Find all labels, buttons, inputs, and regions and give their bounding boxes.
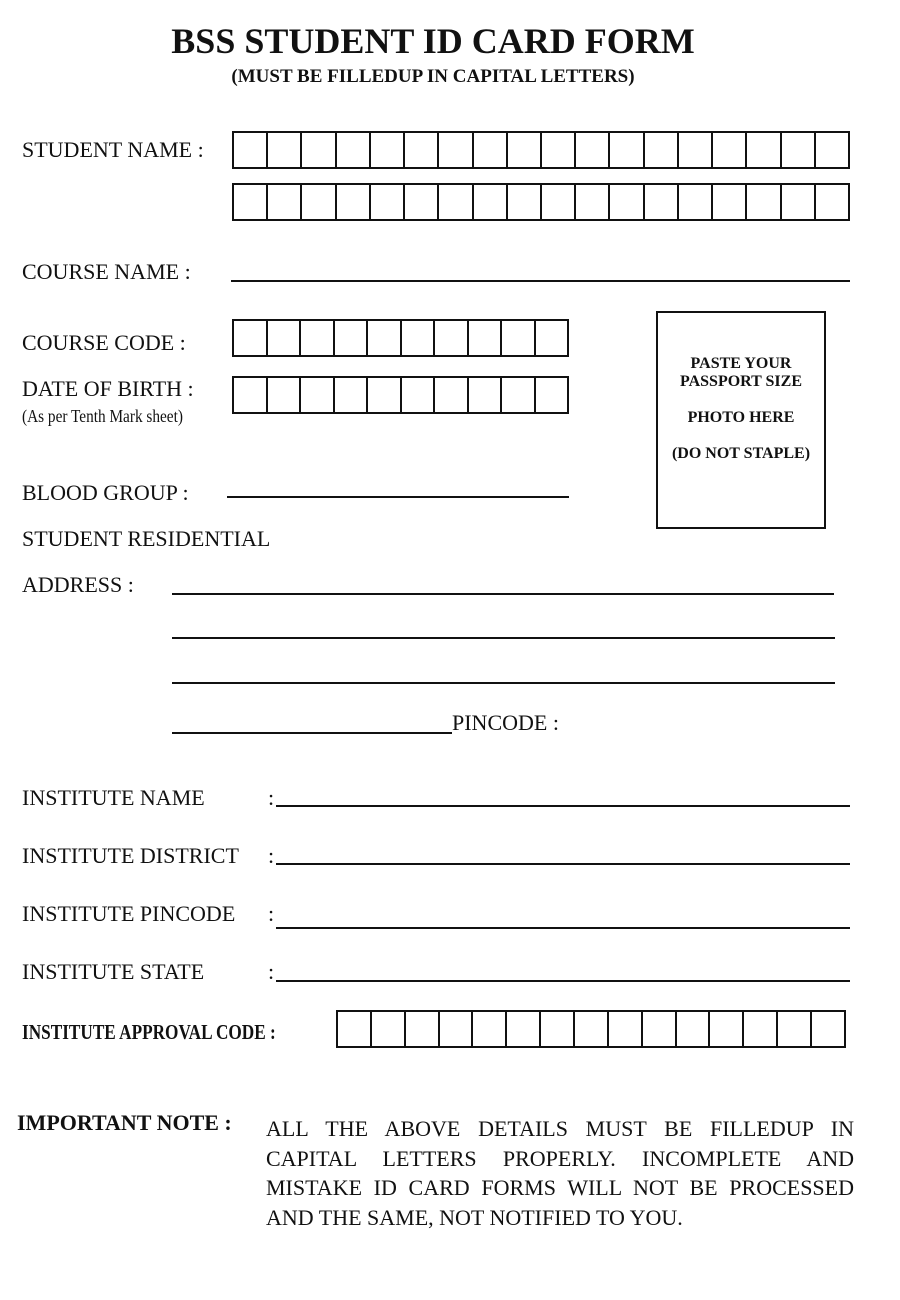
institute-pincode-label: INSTITUTE PINCODE [22,901,236,926]
character-box[interactable] [371,185,405,219]
important-note-text [266,1114,854,1232]
institute-state-line[interactable] [276,980,850,982]
student-name-boxes-row1[interactable] [232,131,850,169]
photo-text: (DO NOT STAPLE) [671,445,811,462]
character-box[interactable] [402,321,436,355]
address-line-2[interactable] [172,637,835,639]
character-box[interactable] [234,133,268,167]
character-box[interactable] [368,321,402,355]
dob-label: DATE OF BIRTH : [22,376,194,401]
note-line: ALL THE ABOVE DETAILS MUST BE FILLEDUP IN [266,1116,854,1141]
address-line-1[interactable] [172,593,834,595]
character-box[interactable] [474,133,508,167]
institute-pincode-line[interactable] [276,927,850,929]
character-box[interactable] [816,185,848,219]
character-box[interactable] [402,378,436,412]
character-box[interactable] [747,133,781,167]
character-box[interactable] [508,185,542,219]
character-box[interactable] [575,1012,609,1046]
character-box[interactable] [338,1012,372,1046]
character-box[interactable] [234,378,268,412]
colon: : [268,901,275,926]
institute-state-label: INSTITUTE STATE [22,959,205,984]
character-box[interactable] [502,321,536,355]
character-box[interactable] [440,1012,474,1046]
pincode-label: PINCODE : [452,710,559,735]
character-box[interactable] [406,1012,440,1046]
character-box[interactable] [268,321,302,355]
address-line-4[interactable] [172,732,452,734]
character-box[interactable] [576,133,610,167]
character-box[interactable] [782,185,816,219]
character-box[interactable] [301,378,335,412]
character-box[interactable] [645,133,679,167]
note-line: AND THE SAME, NOT NOTIFIED TO YOU. [266,1204,683,1230]
character-box[interactable] [812,1012,844,1046]
photo-box [656,311,826,529]
address-label-2: ADDRESS : [22,572,134,597]
character-box[interactable] [710,1012,744,1046]
blood-group-line[interactable] [227,496,569,498]
form-subtitle: (MUST BE FILLEDUP IN CAPITAL LETTERS) [231,66,635,87]
important-note-label: IMPORTANT NOTE : [17,1110,232,1135]
character-box[interactable] [337,185,371,219]
colon: : [268,959,275,984]
character-box[interactable] [576,185,610,219]
address-label-1: STUDENT RESIDENTIAL [22,526,271,551]
character-box[interactable] [469,378,503,412]
character-box[interactable] [747,185,781,219]
character-box[interactable] [302,133,336,167]
character-box[interactable] [507,1012,541,1046]
institute-district-label: INSTITUTE DISTRICT [22,843,239,868]
course-code-boxes[interactable] [232,319,569,357]
photo-text: PHOTO HERE [687,409,795,426]
character-box[interactable] [713,185,747,219]
character-box[interactable] [713,133,747,167]
character-box[interactable] [439,185,473,219]
character-box[interactable] [473,1012,507,1046]
character-box[interactable] [405,185,439,219]
address-line-3[interactable] [172,682,835,684]
colon: : [268,843,275,868]
character-box[interactable] [542,185,576,219]
character-box[interactable] [610,185,644,219]
dob-note: (As per Tenth Mark sheet) [22,406,183,426]
character-box[interactable] [234,185,268,219]
character-box[interactable] [778,1012,812,1046]
approval-code-label: INSTITUTE APPROVAL CODE : [22,1020,276,1044]
character-box[interactable] [536,378,568,412]
institute-name-label: INSTITUTE NAME [22,785,205,810]
character-box[interactable] [643,1012,677,1046]
colon: : [268,785,275,810]
character-box[interactable] [679,185,713,219]
character-box[interactable] [405,133,439,167]
character-box[interactable] [301,321,335,355]
course-name-label: COURSE NAME : [22,259,191,284]
blood-group-label: BLOOD GROUP : [22,480,189,505]
character-box[interactable] [542,133,576,167]
photo-text: PASSPORT SIZE [680,373,802,390]
photo-text: PASTE YOUR [690,355,792,372]
character-box[interactable] [234,321,268,355]
course-code-label: COURSE CODE : [22,330,186,355]
character-box[interactable] [435,378,469,412]
character-box[interactable] [337,133,371,167]
note-line: MISTAKE ID CARD FORMS WILL NOT BE PROCESSED [266,1175,854,1200]
character-box[interactable] [371,133,405,167]
character-box[interactable] [609,1012,643,1046]
character-box[interactable] [502,378,536,412]
character-box[interactable] [782,133,816,167]
institute-district-line[interactable] [276,863,850,865]
institute-name-line[interactable] [276,805,850,807]
character-box[interactable] [435,321,469,355]
student-name-label: STUDENT NAME : [22,137,204,162]
character-box[interactable] [368,378,402,412]
character-box[interactable] [335,321,369,355]
character-box[interactable] [439,133,473,167]
character-box[interactable] [677,1012,711,1046]
character-box[interactable] [508,133,542,167]
character-box[interactable] [474,185,508,219]
character-box[interactable] [744,1012,778,1046]
character-box[interactable] [469,321,503,355]
approval-code-boxes[interactable] [336,1010,846,1048]
character-box[interactable] [816,133,848,167]
note-line: CAPITAL LETTERS PROPERLY. INCOMPLETE AND [266,1145,854,1171]
character-box[interactable] [268,133,302,167]
dob-boxes[interactable] [232,376,569,414]
student-name-boxes-row2[interactable] [232,183,850,221]
form-title: BSS STUDENT ID CARD FORM [171,21,695,61]
character-box[interactable] [536,321,568,355]
character-box[interactable] [645,185,679,219]
character-box[interactable] [268,185,302,219]
character-box[interactable] [610,133,644,167]
character-box[interactable] [541,1012,575,1046]
character-box[interactable] [372,1012,406,1046]
character-box[interactable] [335,378,369,412]
character-box[interactable] [302,185,336,219]
course-name-line[interactable] [231,280,850,282]
character-box[interactable] [679,133,713,167]
character-box[interactable] [268,378,302,412]
